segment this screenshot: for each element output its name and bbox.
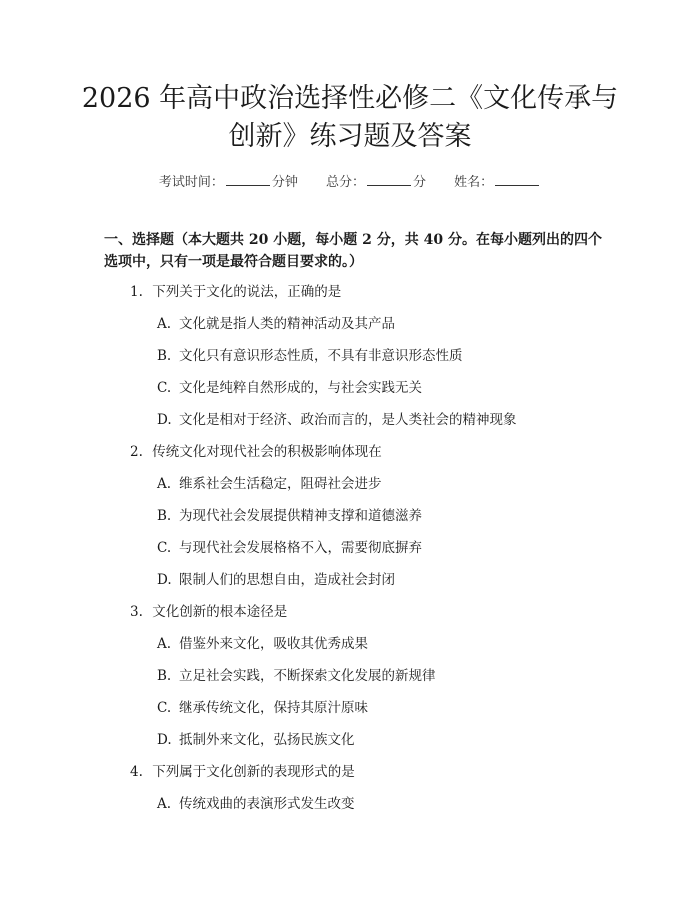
option-letter: D. xyxy=(157,412,172,428)
total-score xyxy=(326,171,426,190)
option-letter: A. xyxy=(157,476,172,492)
option-1a xyxy=(157,315,395,333)
exam-time-unit: 分钟 xyxy=(271,175,298,190)
option-letter: A. xyxy=(157,796,172,812)
exam-time-blank xyxy=(226,173,270,186)
option-text: 为现代社会发展提供精神支撑和道德滋养 xyxy=(179,508,422,524)
option-text: 抵制外来文化，弘扬民族文化 xyxy=(179,732,355,748)
option-2b xyxy=(157,507,422,525)
title-line-1: 2026 年高中政治选择性必修二《文化传承与 xyxy=(81,83,619,114)
student-name-blank xyxy=(495,173,539,186)
question-number: 1. xyxy=(130,284,143,300)
option-3d xyxy=(157,731,355,749)
section-heading: 一、选择题（本大题共 20 小题，每小题 2 分，共 40 分。在每小题列出的四个选项中，只有一项是最符合题目要求的。） xyxy=(104,232,602,270)
exam-title xyxy=(40,80,660,156)
exam-meta xyxy=(0,171,700,190)
option-1d xyxy=(157,411,517,429)
option-letter: C. xyxy=(157,540,172,556)
option-text: 借鉴外来文化，吸收其优秀成果 xyxy=(179,636,368,652)
student-name xyxy=(454,171,541,190)
question-2 xyxy=(130,443,382,461)
option-text: 限制人们的思想自由，造成社会封闭 xyxy=(179,572,395,588)
option-2a xyxy=(157,475,382,493)
option-2d xyxy=(157,571,395,589)
question-1 xyxy=(130,283,341,301)
question-text: 传统文化对现代社会的积极影响体现在 xyxy=(152,444,382,460)
option-text: 文化就是指人类的精神活动及其产品 xyxy=(179,316,395,332)
option-1b xyxy=(157,347,463,365)
question-number: 3. xyxy=(130,604,143,620)
option-text: 立足社会实践，不断探索文化发展的新规律 xyxy=(179,668,436,684)
option-letter: D. xyxy=(157,732,172,748)
option-letter: B. xyxy=(157,348,172,364)
option-2c xyxy=(157,539,422,557)
option-text: 文化是相对于经济、政治而言的，是人类社会的精神现象 xyxy=(179,412,517,428)
option-text: 与现代社会发展格格不入，需要彻底摒弃 xyxy=(179,540,422,556)
question-number: 2. xyxy=(130,444,143,460)
option-4a xyxy=(157,795,355,813)
question-4 xyxy=(130,763,355,781)
exam-time xyxy=(159,171,298,190)
question-3 xyxy=(130,603,287,621)
exam-time-label: 考试时间： xyxy=(158,175,224,190)
option-text: 文化只有意识形态性质，不具有非意识形态性质 xyxy=(179,348,463,364)
option-letter: A. xyxy=(157,636,172,652)
option-3a xyxy=(157,635,368,653)
total-score-unit: 分 xyxy=(413,175,427,190)
title-line-2: 创新》练习题及答案 xyxy=(228,121,472,152)
question-number: 4. xyxy=(130,764,143,780)
option-letter: B. xyxy=(157,508,172,524)
question-text: 文化创新的根本途径是 xyxy=(152,604,288,620)
question-text: 下列关于文化的说法，正确的是 xyxy=(152,284,342,300)
total-score-label: 总分： xyxy=(325,175,365,190)
option-3c xyxy=(157,699,368,717)
option-letter: C. xyxy=(157,700,172,716)
option-text: 传统戏曲的表演形式发生改变 xyxy=(179,796,355,812)
option-3b xyxy=(157,667,436,685)
option-text: 文化是纯粹自然形成的，与社会实践无关 xyxy=(179,380,422,396)
option-letter: A. xyxy=(157,316,172,332)
option-1c xyxy=(157,379,422,397)
option-text: 维系社会生活稳定，阻碍社会进步 xyxy=(179,476,382,492)
option-letter: B. xyxy=(157,668,172,684)
student-name-label: 姓名： xyxy=(454,175,494,190)
question-text: 下列属于文化创新的表现形式的是 xyxy=(152,764,355,780)
option-letter: D. xyxy=(157,572,172,588)
total-score-blank xyxy=(367,173,411,186)
option-text: 继承传统文化，保持其原汁原味 xyxy=(179,700,368,716)
option-letter: C. xyxy=(157,380,172,396)
